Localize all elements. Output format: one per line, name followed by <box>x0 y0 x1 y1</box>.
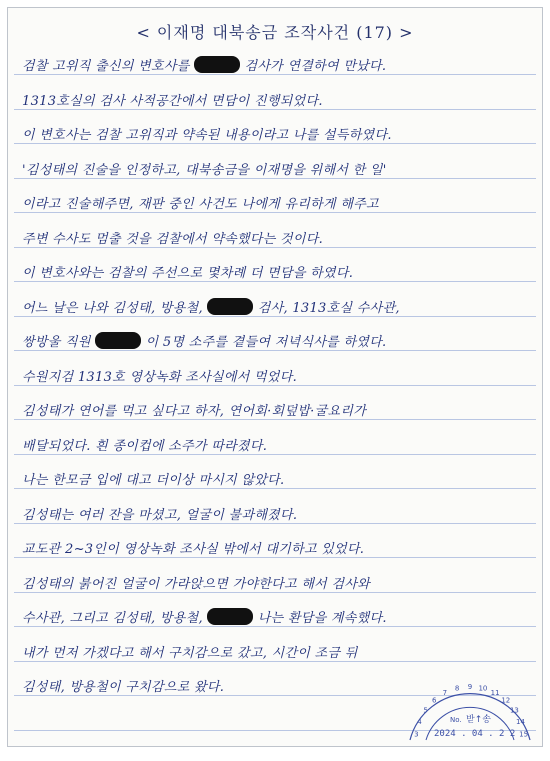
stamp-number: 6 <box>431 696 437 705</box>
stamp-number: 9 <box>467 683 473 691</box>
text-line <box>22 262 532 281</box>
text-line <box>22 642 532 661</box>
redaction-mark <box>207 298 253 315</box>
line-text: 김성태의 붉어진 얼굴이 가라앉으면 가야한다고 해서 검사와 <box>22 576 371 592</box>
line-text-continued: 나는 환담을 계속했다. <box>253 611 387 626</box>
line-text: 내가 먼저 가겠다고 해서 구치감으로 갔고, 시간이 조금 뒤 <box>22 645 358 661</box>
ruled-line <box>14 178 536 179</box>
line-text: 주변 수사도 멈출 것을 검찰에서 약속했다는 것이다. <box>22 231 324 247</box>
line-text: 이 변호사와는 검찰의 주선으로 몇차례 더 면담을 하였다. <box>22 266 354 281</box>
line-text: 교도관 2~3인이 영상녹화 조사실 밖에서 대기하고 있었다. <box>22 542 365 557</box>
ruled-line <box>14 488 536 489</box>
stamp-number: 8 <box>454 684 460 693</box>
text-line <box>22 124 532 143</box>
line-text: 쌍방울 직원 <box>22 335 96 350</box>
text-line <box>22 228 532 247</box>
ruled-line <box>14 316 536 317</box>
redaction-mark <box>207 608 253 625</box>
line-text: 배달되었다. 흰 종이컵에 소주가 따라졌다. <box>22 438 268 454</box>
receipt-stamp <box>404 672 536 742</box>
ruled-line <box>14 419 536 420</box>
line-text: 수사관, 그리고 김성태, 방용철, <box>22 611 208 626</box>
letter-page <box>7 7 543 747</box>
ruled-line <box>14 661 536 662</box>
text-line <box>22 90 532 109</box>
ruled-line <box>14 281 536 282</box>
stamp-number: 13 <box>509 706 519 715</box>
receipt-stamp-graphic <box>404 672 536 742</box>
line-text: 김성태는 여러 잔을 마셨고, 얼굴이 불과해졌다. <box>22 507 298 523</box>
text-line <box>22 366 532 385</box>
line-text-continued: 이 5명 소주를 곁들여 저녁식사를 하였다. <box>141 335 387 350</box>
text-line <box>22 159 532 178</box>
line-text-continued: 검사, 1313호실 수사관, <box>253 300 400 316</box>
stamp-number: 5 <box>423 706 428 715</box>
line-text: 이라고 진술해주면, 재판 중인 사건도 나에게 유리하게 해주고 <box>22 197 379 212</box>
ruled-line <box>14 74 536 75</box>
stamp-number: 7 <box>442 689 448 698</box>
ruled-line <box>14 247 536 248</box>
line-text: 어느 날은 나와 김성태, 방용철, <box>22 300 208 316</box>
line-text: '김성태의 진술을 인정하고, 대북송금을 이재명을 위해서 한 일' <box>22 162 387 178</box>
text-line <box>22 55 532 74</box>
ruled-line <box>14 350 536 351</box>
line-text-continued: 검사가 연결하여 만났다. <box>240 59 387 74</box>
text-line <box>22 469 532 488</box>
document-title: < 이재명 대북송금 조작사건 (17) > <box>136 23 414 42</box>
text-line <box>22 297 532 316</box>
stamp-number: 14 <box>516 717 525 726</box>
ruled-line <box>14 143 536 144</box>
ruled-line <box>14 454 536 455</box>
stamp-no-label: No. <box>450 716 462 724</box>
line-text: 나는 한모금 입에 대고 더이상 마시지 않았다. <box>22 473 285 488</box>
line-text: 김성태, 방용철이 구치감으로 왔다. <box>22 680 225 695</box>
text-line <box>22 400 532 419</box>
text-line <box>22 504 532 523</box>
text-line <box>22 331 532 350</box>
text-line <box>22 607 532 626</box>
stamp-number: 15 <box>519 730 529 739</box>
ruled-line <box>14 385 536 386</box>
stamp-number: 3 <box>414 730 419 739</box>
stamp-received-label: 받↑송 <box>466 715 491 725</box>
line-text: 수원지검 1313호 영상녹화 조사실에서 먹었다. <box>22 369 298 385</box>
line-text: 1313호실의 검사 사적공간에서 면담이 진행되었다. <box>22 93 323 109</box>
line-text: 검찰 고위직 출신의 변호사를 <box>22 59 195 74</box>
ruled-line <box>14 523 536 524</box>
line-text: 김성태가 연어를 먹고 싶다고 하자, 연어회·회덮밥·굴요리가 <box>22 404 367 419</box>
text-line <box>22 573 532 592</box>
text-line <box>22 193 532 212</box>
text-line <box>22 538 532 557</box>
ruled-line <box>14 109 536 110</box>
stamp-number: 12 <box>501 696 511 705</box>
text-line <box>22 435 532 454</box>
stamp-number: 11 <box>490 689 500 698</box>
ruled-line <box>14 557 536 558</box>
redaction-mark <box>95 332 141 349</box>
redaction-mark <box>194 56 240 73</box>
line-text: 이 변호사는 검찰 고위직과 약속된 내용이라고 나를 설득하였다. <box>22 128 392 143</box>
ruled-line <box>14 592 536 593</box>
stamp-number: 4 <box>417 717 422 726</box>
ruled-line <box>14 626 536 627</box>
ruled-line <box>14 212 536 213</box>
stamp-date: 2024 . 04 . 2 2 <box>434 729 516 739</box>
stamp-number: 10 <box>478 684 488 693</box>
